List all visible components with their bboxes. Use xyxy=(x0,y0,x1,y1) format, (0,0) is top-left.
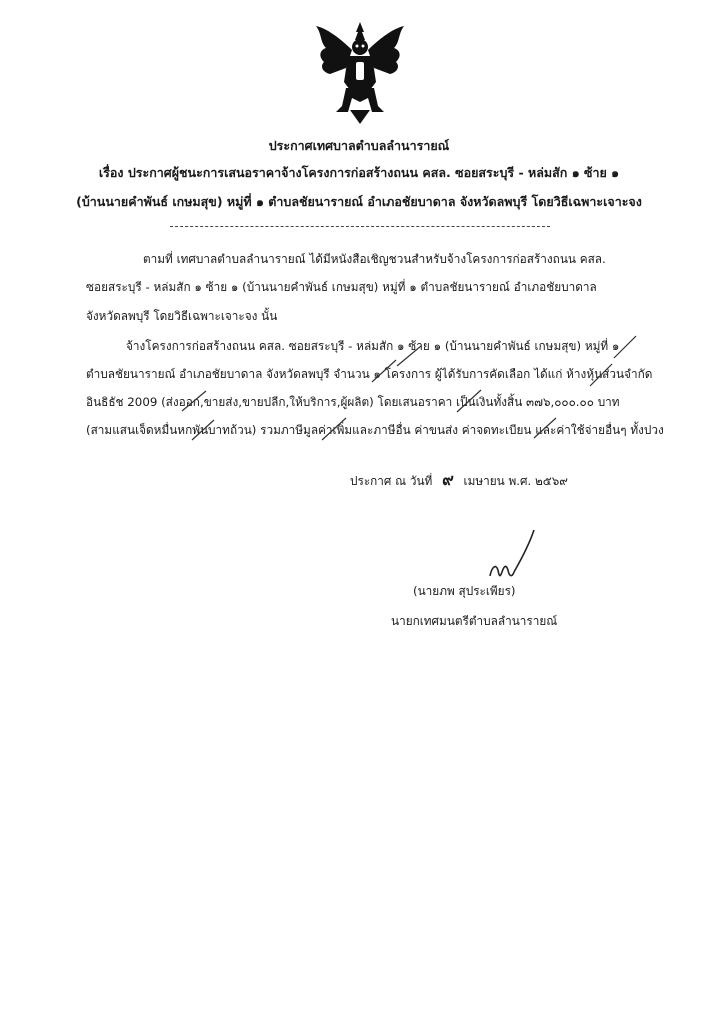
body-line: (สามแสนเจ็ดหมื่นหกพันบาทถ้วน) รวมภาษีมูลค่าเพิ่มและภาษีอื่น ค่าขนส่ง ค่าจดทะเบียน และค่าใช้จ่ายอื่นๆ ทั้งปวง xyxy=(86,423,664,437)
body-line: จ้างโครงการก่อสร้างถนน คสล. ซอยสระบุรี - หล่มสัก ๑ ซ้าย ๑ (บ้านนายคำพันธ์ เกษมสุข) หมู่ที่ ๑ xyxy=(126,339,620,353)
signatory-name: (นายภพ สุประเพียร) xyxy=(413,584,516,598)
date-prefix: ประกาศ ณ วันที่ xyxy=(350,474,433,488)
garuda-emblem-icon xyxy=(312,20,408,126)
pen-mark xyxy=(370,356,400,386)
signature xyxy=(486,528,546,584)
pen-mark xyxy=(320,414,350,444)
body-line: ตามที่ เทศบาลตำบลลำนารายณ์ ได้มีหนังสือเชิญชวนสำหรับจ้างโครงการก่อสร้างถนน คสล. xyxy=(143,252,606,266)
pen-mark xyxy=(455,386,485,416)
date-suffix: เมษายน พ.ศ. ๒๕๖๙ xyxy=(463,474,568,488)
pen-mark xyxy=(612,332,642,362)
divider xyxy=(170,226,550,227)
body-line: จังหวัดลพบุรี โดยวิธีเฉพาะเจาะจง นั้น xyxy=(86,309,278,323)
pen-mark xyxy=(532,412,562,442)
pen-mark xyxy=(180,385,210,415)
signatory-title: นายกเทศมนตรีตำบลลำนารายณ์ xyxy=(391,614,558,628)
announcement-heading: ประกาศเทศบาลตำบลลำนารายณ์ xyxy=(268,138,450,153)
date-day: ๙ xyxy=(442,470,454,489)
subject-line-2: (บ้านนายคำพันธ์ เกษมสุข) หมู่ที่ ๑ ตำบลชัยนารายณ์ อำเภอชัยบาดาล จังหวัดลพบุรี โดยวิธีเฉพาะเจาะจง xyxy=(76,194,642,209)
body-line: อินธิธัช 2009 (ส่งออก,ขายส่ง,ขายปลีก,ให้บริการ,ผู้ผลิต) โดยเสนอราคา เป็นเงินทั้งสิ้น ๓๗๖,๐๐๐.๐๐ บาท xyxy=(86,395,620,409)
announcement-date xyxy=(350,468,568,493)
pen-mark xyxy=(190,414,220,444)
subject-line-1: เรื่อง ประกาศผู้ชนะการเสนอราคาจ้างโครงการก่อสร้างถนน คสล. ซอยสระบุรี - หล่มสัก ๑ ซ้าย ๑ xyxy=(98,165,620,180)
body-line: ตำบลชัยนารายณ์ อำเภอชัยบาดาล จังหวัดลพบุรี จำนวน ๑ โครงการ ผู้ได้รับการคัดเลือก ได้แก่ ห้างหุ้นส่วนจำกัด xyxy=(86,367,653,381)
pen-mark xyxy=(588,360,618,390)
body-line: ซอยสระบุรี - หล่มสัก ๑ ซ้าย ๑ (บ้านนายคำพันธ์ เกษมสุข) หมู่ที่ ๑ ตำบลชัยนารายณ์ อำเภอชัยบาดาล xyxy=(86,280,597,294)
